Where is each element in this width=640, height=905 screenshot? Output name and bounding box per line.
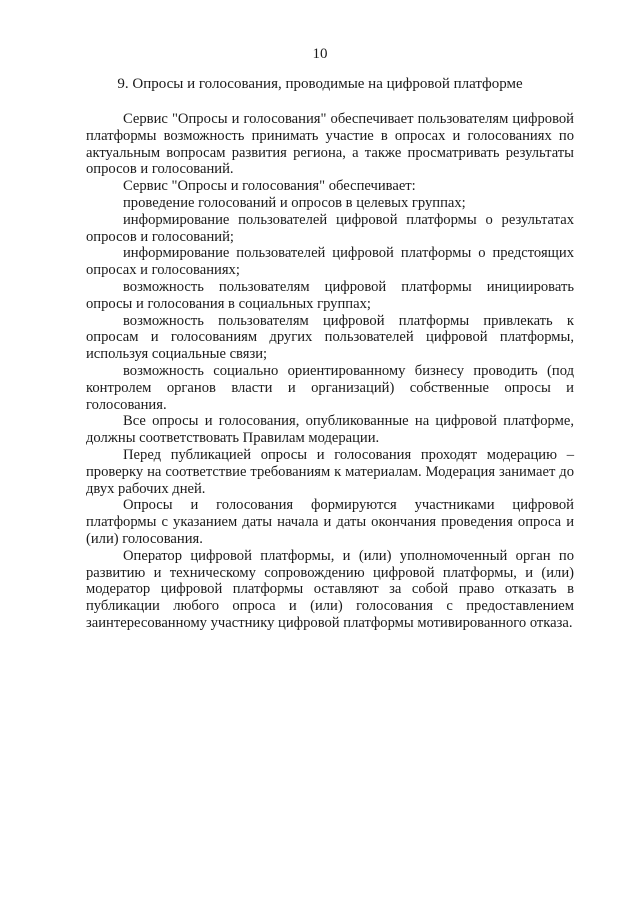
page-number: 10 bbox=[312, 46, 328, 62]
paragraph-refusal-right: Оператор цифровой платформы, и (или) уполномоченный орган по развитию и техническому сопровождению цифровой платформы, и (или) модератор цифровой платформы оставляют за собой право отказать в публикации любого опроса и (или) голосования с предоставлением заинтересованному участнику цифровой платформы мотивированного отказа. bbox=[86, 547, 574, 631]
paragraph-service-description: Сервис "Опросы и голосования" обеспечивает пользователям цифровой платформы возможность принимать участие в опросах и голосованиях по актуальным вопросам развития региона, а также просматривать результаты опросов и голосований. bbox=[86, 111, 574, 178]
list-item-upcoming-info: информирование пользователей цифровой платформы о предстоящих опросах и голосованиях; bbox=[86, 245, 574, 279]
paragraph-moderation-rules: Все опросы и голосования, опубликованные на цифровой платформе, должны соответствовать Правилам модерации. bbox=[86, 413, 574, 447]
list-item-business: возможность социально ориентированному бизнесу проводить (под контролем органов власти и организаций) собственные опросы и голосования. bbox=[86, 362, 574, 413]
list-item-invite: возможность пользователям цифровой платформы привлекать к опросам и голосованиям других пользователей цифровой платформы, используя социальные связи; bbox=[86, 312, 574, 363]
paragraph-service-provides: Сервис "Опросы и голосования" обеспечивает: bbox=[123, 178, 416, 195]
list-item-initiate: возможность пользователям цифровой платформы инициировать опросы и голосования в социальных группах; bbox=[86, 278, 574, 312]
list-item-results-info: информирование пользователей цифровой платформы о результатах опросов и голосований; bbox=[86, 211, 574, 245]
section-body bbox=[86, 111, 574, 632]
paragraph-creation: Опросы и голосования формируются участниками цифровой платформы с указанием даты начала и даты окончания проведения опроса и (или) голосования. bbox=[86, 497, 574, 547]
section-title: 9. Опросы и голосования, проводимые на цифровой платформе bbox=[117, 76, 523, 92]
list-item-target-groups: проведение голосований и опросов в целевых группах; bbox=[123, 194, 466, 211]
paragraph-moderation-process: Перед публикацией опросы и голосования проходят модерацию – проверку на соответствие требованиям к материалам. Модерация занимает до двух рабочих дней. bbox=[86, 446, 574, 497]
